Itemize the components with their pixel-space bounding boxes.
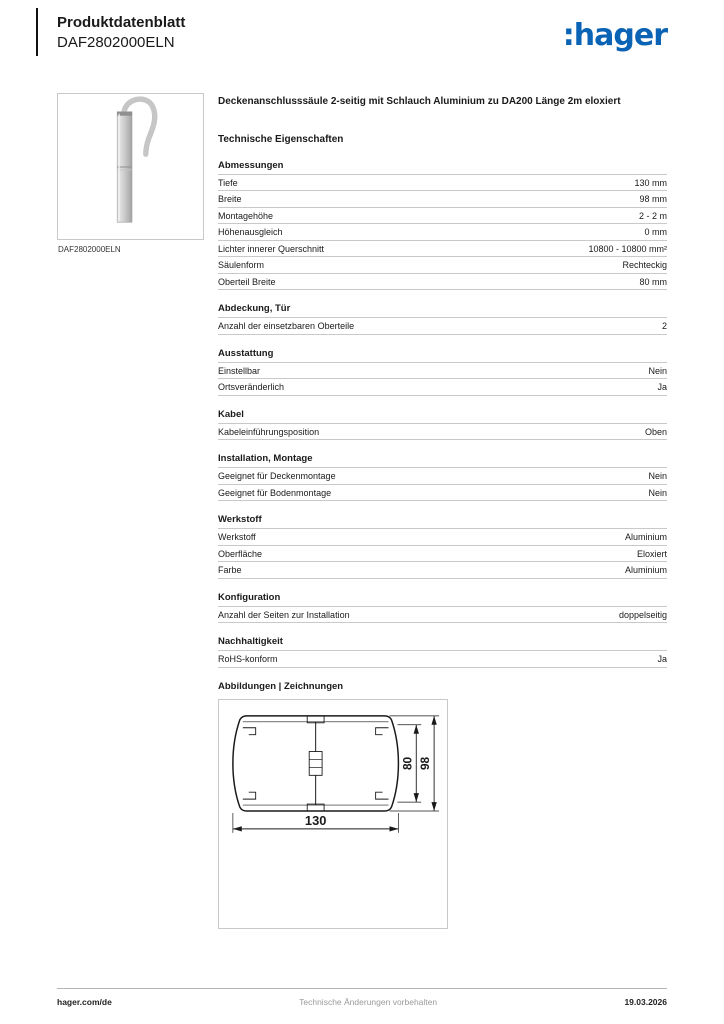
spec-value: Ja	[657, 654, 667, 664]
spec-value: Aluminium	[624, 532, 667, 542]
section-title: Nachhaltigkeit	[218, 636, 283, 647]
document-type: Produktdatenblatt	[57, 14, 186, 31]
section-rows	[218, 650, 667, 668]
page-footer	[57, 988, 667, 1007]
spec-row	[218, 546, 667, 563]
footer-disclaimer: Technische Änderungen vorbehalten	[299, 997, 438, 1007]
section-title: Konfiguration	[218, 591, 281, 603]
section-rows	[218, 362, 667, 396]
spec-label: Farbe	[218, 565, 242, 575]
spec-value: 80 mm	[639, 276, 667, 287]
spec-section	[218, 160, 667, 291]
spec-label: Werkstoff	[218, 532, 256, 542]
spec-row	[218, 562, 667, 579]
spec-section	[218, 636, 667, 668]
section-title: Werkstoff	[218, 514, 262, 525]
dimension-label-inner-height: 80	[400, 756, 415, 770]
spec-value: doppelseitig	[618, 609, 667, 620]
spec-label: Montagehöhe	[218, 210, 274, 221]
spec-section	[218, 514, 667, 579]
spec-value: Aluminium	[624, 565, 667, 575]
technical-drawing-frame	[218, 699, 448, 929]
spec-label: Kabeleinführungsposition	[218, 426, 320, 437]
section-rows	[218, 467, 667, 501]
spec-label: Oberfläche	[218, 548, 263, 559]
spec-value: Nein	[648, 487, 667, 498]
spec-value: 130 mm	[634, 177, 667, 188]
spec-value: 0 mm	[644, 227, 667, 237]
spec-row	[218, 468, 667, 485]
product-title: Deckenanschlusssäule 2-seitig mit Schlauch Aluminium zu DA200 Länge 2m eloxiert	[218, 96, 621, 107]
spec-row	[218, 175, 667, 192]
section-title: Abmessungen	[218, 159, 284, 171]
product-image-frame	[57, 93, 204, 240]
drawings-heading: Abbildungen | Zeichnungen	[218, 680, 344, 692]
spec-label: Höhenausgleich	[218, 227, 283, 237]
spec-label: Einstellbar	[218, 365, 261, 376]
section-title: Abdeckung, Tür	[218, 303, 291, 314]
spec-row	[218, 208, 667, 225]
spec-row	[218, 274, 667, 291]
section-rows	[218, 174, 667, 291]
main-content	[218, 95, 667, 929]
section-rows	[218, 317, 667, 335]
spec-label: Ortsveränderlich	[218, 382, 285, 392]
footer-url[interactable]: hager.com/de	[57, 997, 112, 1007]
spec-row	[218, 607, 667, 624]
spec-section	[218, 453, 667, 501]
spec-value: Nein	[648, 471, 667, 481]
section-title: Ausstattung	[218, 347, 274, 359]
page-header	[57, 14, 667, 52]
spec-label: RoHS-konform	[218, 654, 278, 664]
spec-row	[218, 651, 667, 668]
product-photo	[58, 94, 203, 239]
spec-section	[218, 303, 667, 335]
dimension-label-width: 130	[304, 812, 327, 828]
product-image-caption: DAF2802000ELN	[58, 245, 121, 254]
spec-label: Tiefe	[218, 177, 238, 188]
hager-logo: :hager	[562, 18, 667, 53]
spec-value: 2	[661, 321, 667, 331]
spec-row	[218, 224, 667, 241]
spec-row	[218, 257, 667, 274]
spec-label: Geeignet für Deckenmontage	[218, 471, 336, 481]
spec-sections	[218, 160, 667, 668]
spec-label: Anzahl der einsetzbaren Oberteile	[218, 321, 355, 331]
spec-label: Breite	[218, 194, 242, 204]
spec-label: Lichter innerer Querschnitt	[218, 243, 325, 254]
spec-row	[218, 424, 667, 441]
spec-value: Ja	[657, 382, 667, 392]
spec-label: Säulenform	[218, 260, 265, 270]
spec-section	[218, 409, 667, 441]
spec-label: Geeignet für Bodenmontage	[218, 487, 332, 498]
dimension-label-outer-height: 98	[418, 756, 433, 770]
spec-value: Nein	[648, 365, 667, 376]
spec-row	[218, 318, 667, 335]
spec-value: Rechteckig	[622, 260, 667, 270]
spec-value: Oben	[644, 426, 667, 437]
crop-mark	[36, 8, 38, 56]
spec-row	[218, 379, 667, 396]
section-rows	[218, 606, 667, 624]
section-rows	[218, 528, 667, 579]
spec-section	[218, 348, 667, 396]
spec-value: 2 - 2 m	[638, 210, 667, 221]
spec-value: 10800 - 10800 mm²	[588, 243, 667, 254]
spec-row	[218, 363, 667, 380]
spec-row	[218, 191, 667, 208]
spec-row	[218, 241, 667, 258]
section-rows	[218, 423, 667, 441]
spec-section	[218, 592, 667, 624]
spec-label: Anzahl der Seiten zur Installation	[218, 609, 350, 620]
section-title: Kabel	[218, 408, 244, 420]
tech-properties-heading: Technische Eigenschaften	[218, 133, 344, 145]
spec-row	[218, 485, 667, 502]
section-title: Installation, Montage	[218, 453, 313, 464]
footer-date: 19.03.2026	[624, 997, 667, 1007]
spec-value: Eloxiert	[636, 548, 667, 559]
spec-label: Oberteil Breite	[218, 276, 276, 287]
spec-value: 98 mm	[639, 194, 667, 204]
product-code: DAF2802000ELN	[57, 34, 175, 51]
spec-row	[218, 529, 667, 546]
technical-drawing	[219, 700, 447, 928]
